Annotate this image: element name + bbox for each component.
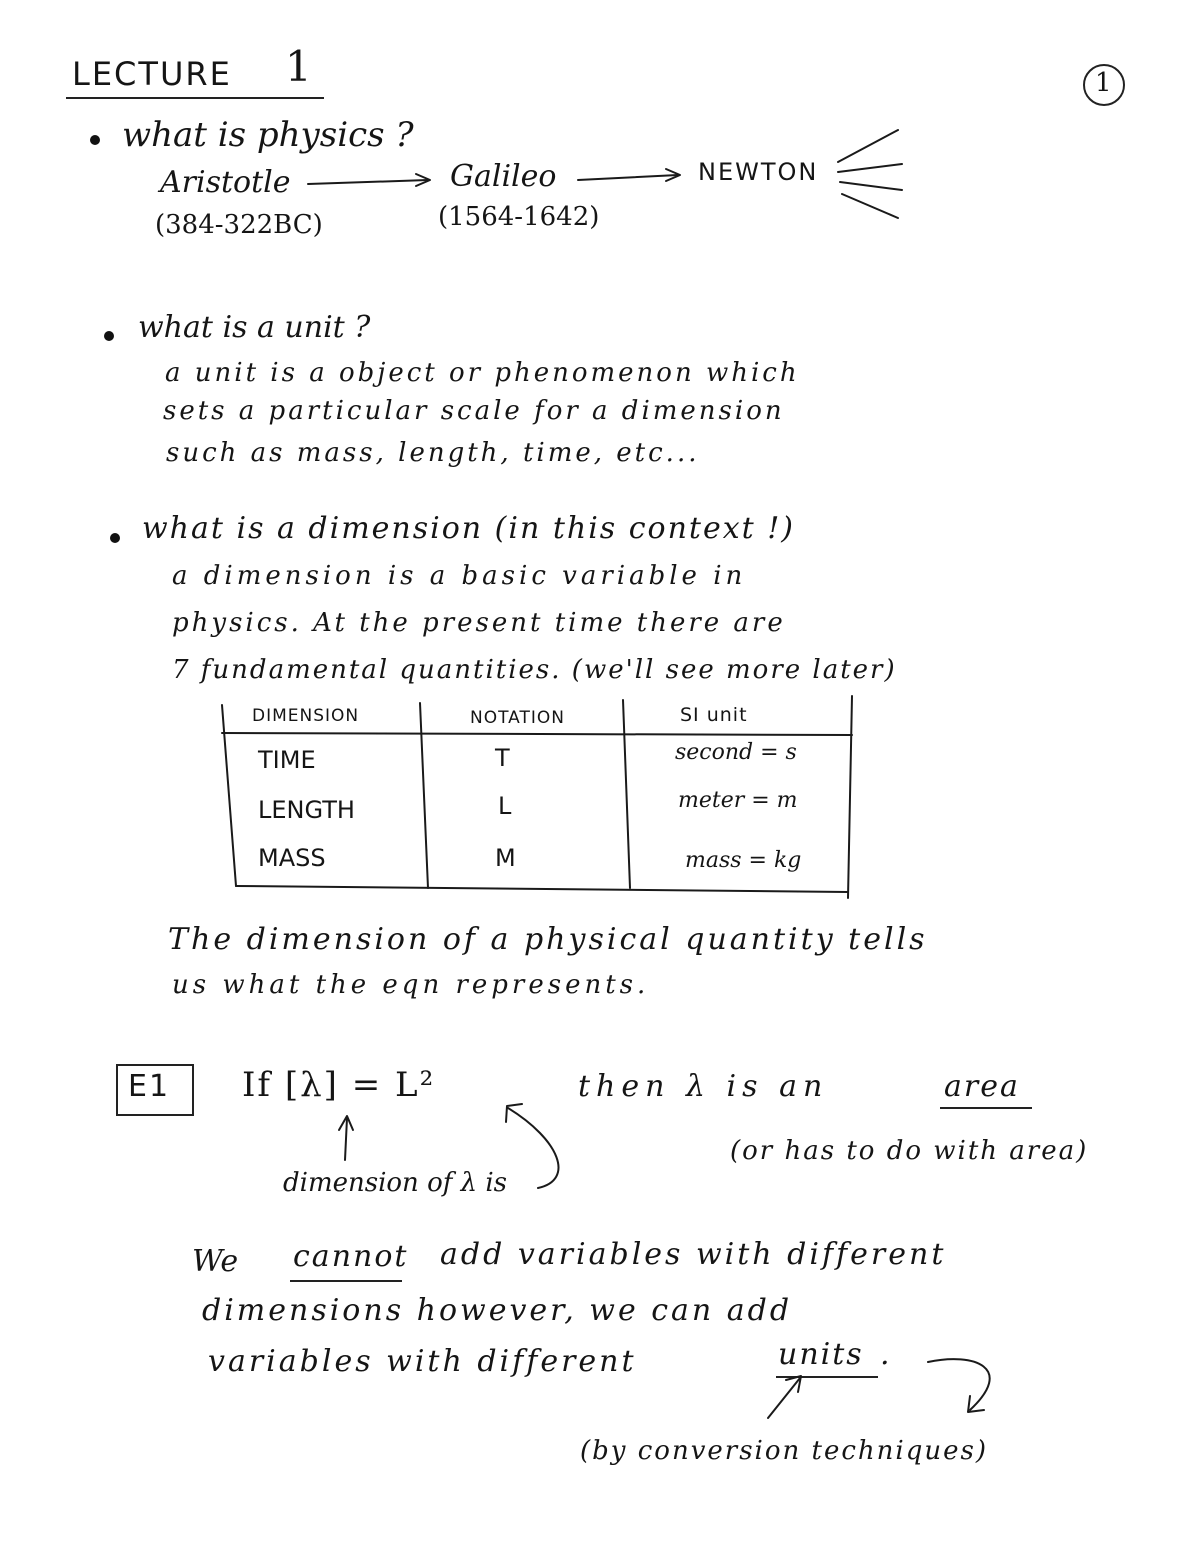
conclusion-line-2: dimensions however, we can add: [202, 1293, 793, 1328]
table-row-mass-dimension: MASS: [258, 844, 326, 872]
table-row-length-unit: meter = m: [678, 788, 798, 813]
table-grid-icon: [222, 696, 852, 898]
example-annotation: dimension of λ is: [283, 1168, 508, 1198]
table-row-length-notation: L: [498, 792, 512, 820]
dimension-line-3: 7 fundamental quantities. (we'll see more later): [172, 655, 897, 685]
table-header-si-unit: SI unit: [680, 704, 748, 726]
curved-arrow-units-icon: [928, 1359, 990, 1412]
newton-fan-icon: [838, 130, 902, 218]
example-equation: If [λ] = L²: [242, 1065, 436, 1105]
conclusion-note: (by conversion techniques): [580, 1436, 988, 1466]
conclusion-we: We: [192, 1244, 239, 1279]
conclusion-units: units: [778, 1337, 864, 1372]
timeline-aristotle-dates: (384-322BC): [155, 210, 323, 240]
example-conclusion-area: area: [944, 1069, 1020, 1104]
table-row-mass-unit: mass = kg: [685, 848, 802, 873]
curved-arrow-l2-icon: [506, 1104, 558, 1188]
question-physics: what is physics ?: [122, 115, 414, 155]
statement-line-2: us what the eqn represents.: [172, 970, 650, 1000]
table-row-time-dimension: TIME: [258, 746, 316, 774]
table-row-time-unit: second = s: [675, 740, 797, 765]
arrow-galileo-newton-icon: [578, 169, 680, 181]
timeline-newton: NEWTON: [698, 158, 819, 186]
lecture-title: LECTURE: [72, 55, 232, 93]
arrow-up-lambda-icon: [339, 1116, 353, 1160]
dimension-line-1: a dimension is a basic variable in: [172, 561, 747, 591]
example-label: E1: [128, 1069, 171, 1104]
conclusion-cannot: cannot: [293, 1239, 409, 1274]
lecture-number: 1: [285, 42, 312, 91]
table-header-notation: NOTATION: [470, 708, 565, 728]
page-number: 1: [1095, 68, 1112, 98]
conclusion-period: .: [880, 1337, 890, 1372]
unit-line-3: such as mass, length, time, etc...: [166, 438, 700, 468]
statement-line-1: The dimension of a physical quantity tells: [168, 922, 928, 957]
table-header-dimension: DIMENSION: [252, 706, 360, 726]
timeline-galileo: Galileo: [450, 159, 557, 194]
question-dimension: what is a dimension (in this context !): [142, 511, 795, 546]
timeline-aristotle: Aristotle: [160, 165, 291, 200]
unit-line-1: a unit is a object or phenomenon which: [165, 358, 800, 388]
table-row-time-notation: T: [495, 744, 510, 772]
example-note: (or has to do with area): [730, 1136, 1089, 1166]
unit-line-2: sets a particular scale for a dimension: [163, 396, 785, 426]
table-row-length-dimension: LENGTH: [258, 796, 355, 824]
example-conclusion: then λ is an: [578, 1069, 829, 1104]
conclusion-line-3: variables with different: [208, 1344, 637, 1379]
table-row-mass-notation: M: [495, 844, 516, 872]
arrow-up-units-icon: [768, 1376, 801, 1418]
conclusion-line-1: add variables with different: [440, 1237, 947, 1272]
dimension-line-2: physics. At the present time there are: [172, 608, 786, 638]
arrow-aristotle-galileo-icon: [308, 174, 430, 186]
timeline-galileo-dates: (1564-1642): [438, 202, 600, 232]
question-unit: what is a unit ?: [138, 310, 371, 345]
